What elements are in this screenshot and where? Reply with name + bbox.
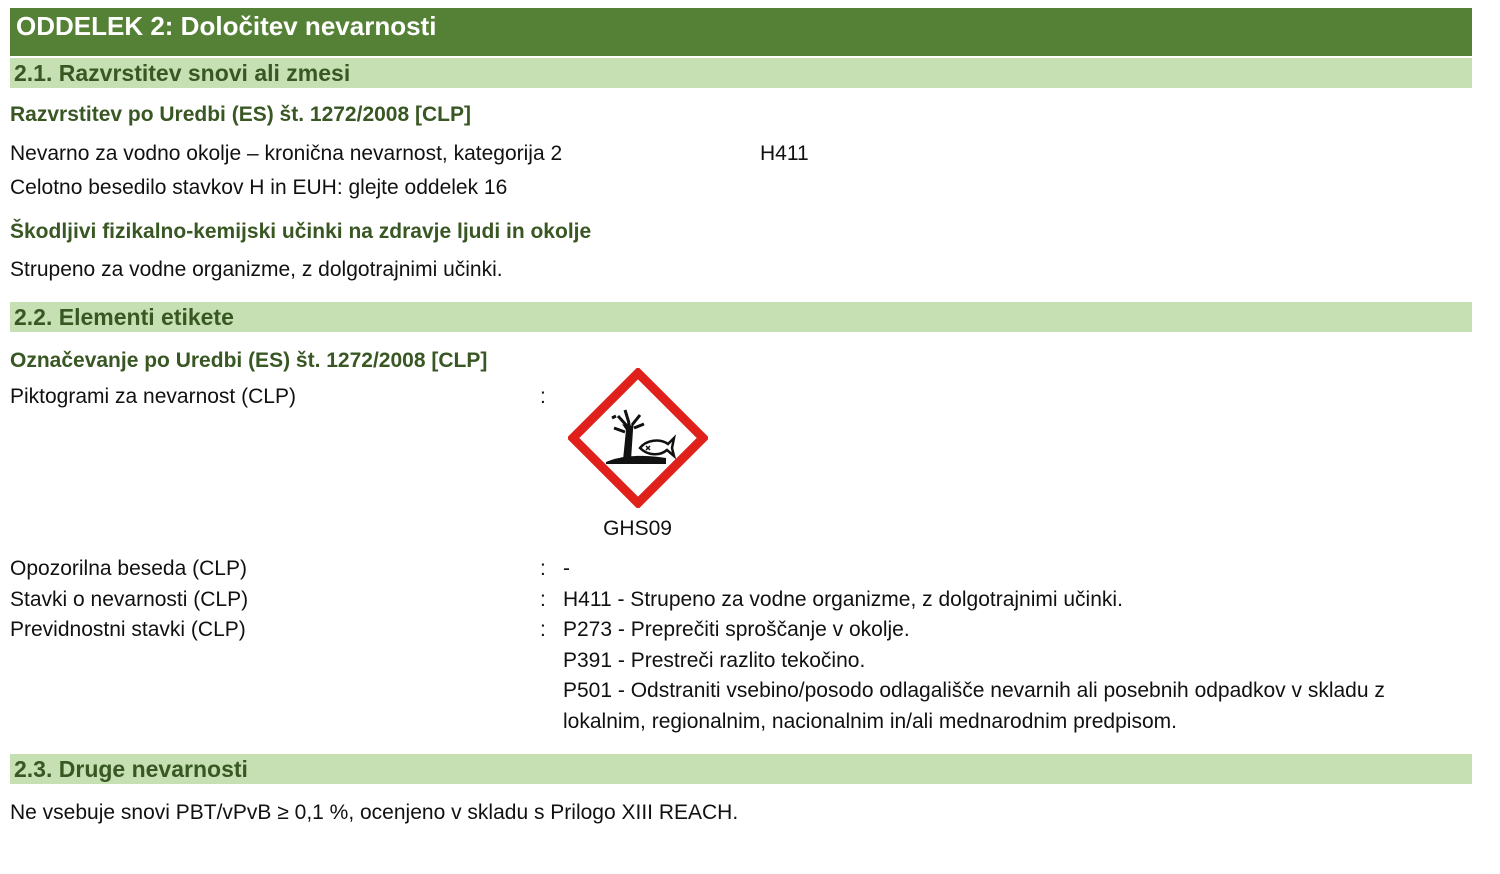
hazard-statements-row	[10, 585, 1472, 616]
pictogram-colon: :	[540, 385, 546, 408]
hazard-statement: H411 - Strupeno za vodne organizme, z dolgotrajnimi učinki.	[563, 587, 1123, 611]
signal-word-row	[10, 554, 1472, 585]
ghs09-environment-icon	[568, 368, 708, 508]
signal-word-colon: :	[540, 557, 546, 580]
precautionary-statements-label: Previdnostni stavki (CLP)	[10, 618, 246, 641]
classification-code: H411	[760, 142, 809, 165]
precautionary-statement-p273: P273 - Preprečiti sproščanje v okolje.	[563, 618, 910, 641]
classification-label: Nevarno za vodno okolje – kronična nevarnost, kategorija 2	[10, 142, 563, 165]
other-hazards-text: Ne vsebuje snovi PBT/vPvB ≥ 0,1 %, ocenjeno v skladu s Prilogo XIII REACH.	[10, 801, 739, 824]
subsection-2-3-title: 2.3. Druge nevarnosti	[10, 754, 1472, 784]
pictogram-code: GHS09	[603, 517, 672, 540]
effects-title: Škodljivi fizikalno-kemijski učinki na zdravje ljudi in okolje	[10, 220, 592, 243]
effects-text: Strupeno za vodne organizme, z dolgotrajnimi učinki.	[10, 258, 503, 281]
subsection-2-2-title: 2.2. Elementi etikete	[10, 302, 1472, 332]
hazard-statements-colon: :	[540, 587, 546, 611]
section-title: ODDELEK 2: Določitev nevarnosti	[10, 8, 1472, 56]
subsection-2-1-title: 2.1. Razvrstitev snovi ali zmesi	[10, 58, 1472, 88]
clp-labelling-title: Označevanje po Uredbi (ES) št. 1272/2008 [CLP]	[10, 349, 488, 372]
precautionary-statements-colon: :	[540, 618, 546, 641]
clp-classification-title: Razvrstitev po Uredbi (ES) št. 1272/2008 [CLP]	[10, 103, 471, 126]
classification-row	[10, 139, 1472, 169]
sds-section-2	[10, 8, 1472, 828]
precautionary-statements-row	[10, 615, 1472, 737]
signal-word-value: -	[563, 557, 570, 580]
pictogram-label: Piktogrami za nevarnost (CLP)	[10, 385, 296, 408]
signal-word-label: Opozorilna beseda (CLP)	[10, 557, 247, 580]
hazard-statements-label: Stavki o nevarnosti (CLP)	[10, 587, 249, 611]
pictogram-red-diamond	[573, 373, 703, 503]
pictogram-row	[10, 382, 1472, 554]
precautionary-statement-p391: P391 - Prestreči razlito tekočino.	[563, 648, 866, 672]
precautionary-statement-p501: P501 - Odstraniti vsebino/posodo odlagališče nevarnih ali posebnih odpadkov v skladu z lokalnim, regionalnim, nacionalnim in/ali mednarodnim predpisom.	[563, 679, 1385, 733]
fulltext-note: Celotno besedilo stavkov H in EUH: glejte oddelek 16	[10, 176, 508, 199]
